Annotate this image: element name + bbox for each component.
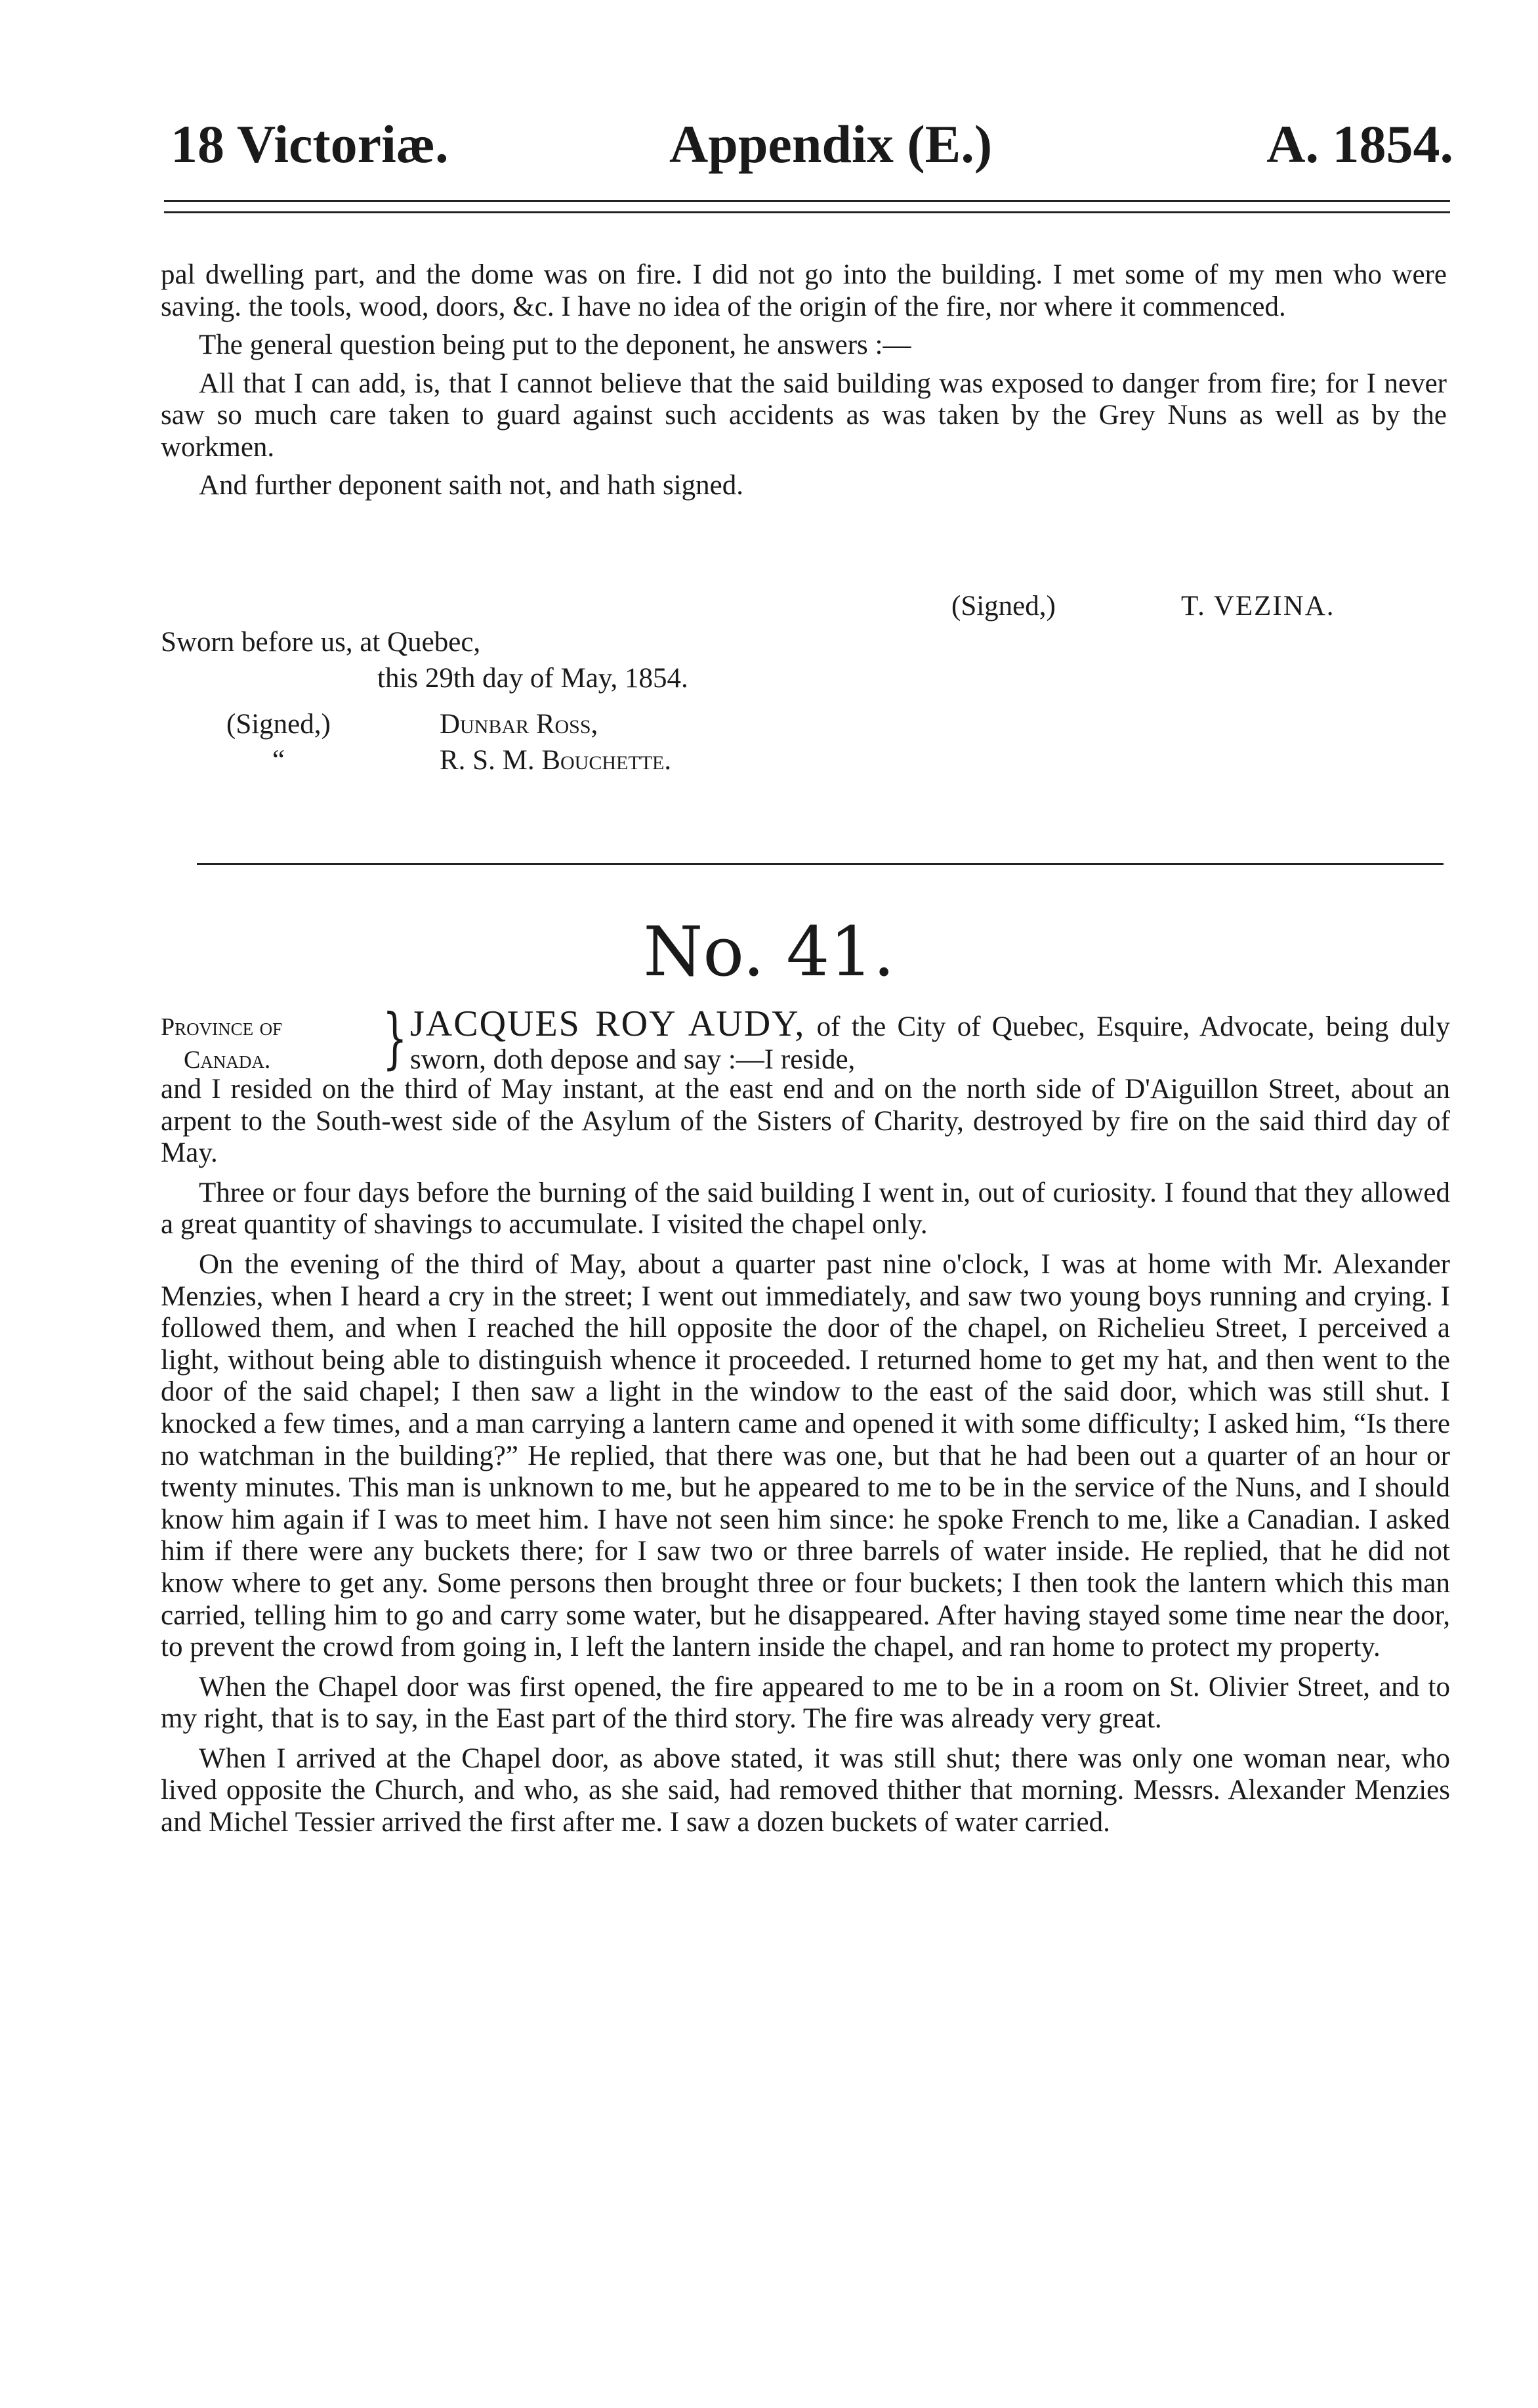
section1-body (161, 259, 1447, 502)
sworn-name2: R. S. M. Bouchette. (440, 745, 672, 776)
running-header (171, 115, 1453, 174)
section2-para3: On the evening of the third of May, about a quarter past nine o'clock, I was at home with Mr. Alexander Menzies, when I heard a cry in the street; I went out immediately, and saw two young boys running and crying. I followed them, and when I reached the hill opposite the door of the chapel, on Richelieu Street, I perceived a light, without being able to distinguish whence it proceeded. I returned home to get my hat, and then went to the door of the said chapel; I then saw a light in the window to the east of the said door, which was still shut. I knocked a few times, and a man carrying a lantern came and opened it with some difficulty; I asked him, “Is there no watchman in the building?” He replied, that there was one, but that he had been out a quarter of an hour or twenty minutes. This man is unknown to me, but he appeared to me to be in the service of the Nuns, and I should know him again if I was to meet him. I have not seen him since: he spoke French to me, like a Canadian. I asked him if there were any buckets there; for I saw two or three barrels of water inside. He replied, that he did not know where to get any. Some persons then brought three or four buckets; I then took the lantern which this man carried, telling him to go and carry some water, but he disappeared. After having stayed some time near the door, to prevent the crowd from going in, I left the lantern inside the chapel, and ran home to protect my property. (161, 1248, 1450, 1663)
signature1-name: T. VEZINA. (1181, 591, 1335, 622)
deposition-first-line: of the City of Quebec, Esquire, Advocate, being duly sworn, doth depose and say :—I reside, (410, 1011, 1451, 1075)
section2-para2: Three or four days before the burning of the said building I went in, out of curiosity. I found that they allowed a great quantity of shavings to accumulate. I visited the chapel only. (161, 1177, 1450, 1240)
section2-para5: When I arrived at the Chapel door, as above stated, it was still shut; there was only one woman near, who lived opposite the Church, and who, as she said, had removed thither that morning. Messrs. Alexander Menzies and Michel Tessier arrived the first after me. I saw a dozen buckets of water carried. (161, 1743, 1450, 1838)
section2-body (161, 1074, 1450, 1839)
header-year: A. 1854. (1266, 114, 1453, 174)
sworn-ditto: “ (272, 745, 285, 776)
section2-para1: and I resided on the third of May instant, at the east end and on the north side of D'Aiguillon Street, about an arpent to the South-west side of the Asylum of the Sisters of Charity, destroyed by fire on the said third day of May. (161, 1074, 1450, 1169)
province-line2: Canada. (184, 1046, 271, 1074)
deponent-name: JACQUES ROY AUDY, (410, 1003, 806, 1044)
sworn-name1: Dunbar Ross, (440, 709, 598, 740)
document-number: No. 41. (643, 912, 895, 992)
province-line1: Province of (161, 1013, 283, 1041)
deposition-opening (410, 1003, 1451, 1076)
province-label (161, 1011, 397, 1076)
signature1-signed: (Signed,) (951, 591, 1056, 622)
section1-para4: And further deponent saith not, and hath signed. (199, 470, 743, 501)
header-session: 18 Victoriæ. (171, 114, 449, 174)
sworn-signed: (Signed,) (226, 709, 331, 740)
section1-para3: All that I can add, is, that I cannot believe that the said building was exposed to danger from fire; for I never saw so much care taken to guard against such accidents as was taken by the Grey Nuns as well as by the workmen. (161, 368, 1447, 463)
header-rule (164, 200, 1450, 213)
sworn-line2: this 29th day of May, 1854. (377, 663, 688, 694)
section2-para4: When the Chapel door was first opened, the fire appeared to me to be in a room on St. Olivier Street, and to my right, that is to say, in the East part of the third story. The fire was already very great. (161, 1671, 1450, 1735)
province-brace: } (382, 1000, 407, 1076)
section1-para2: The general question being put to the deponent, he answers :— (199, 329, 911, 360)
header-appendix: Appendix (E.) (669, 114, 993, 174)
sworn-line1: Sworn before us, at Quebec, (161, 627, 481, 658)
section-divider (197, 863, 1444, 865)
section1-para1: pal dwelling part, and the dome was on fire. I did not go into the building. I met some of my men who were saving. the tools, wood, doors, &c. I have no idea of the origin of the fire, nor where it commenced. (161, 259, 1447, 322)
